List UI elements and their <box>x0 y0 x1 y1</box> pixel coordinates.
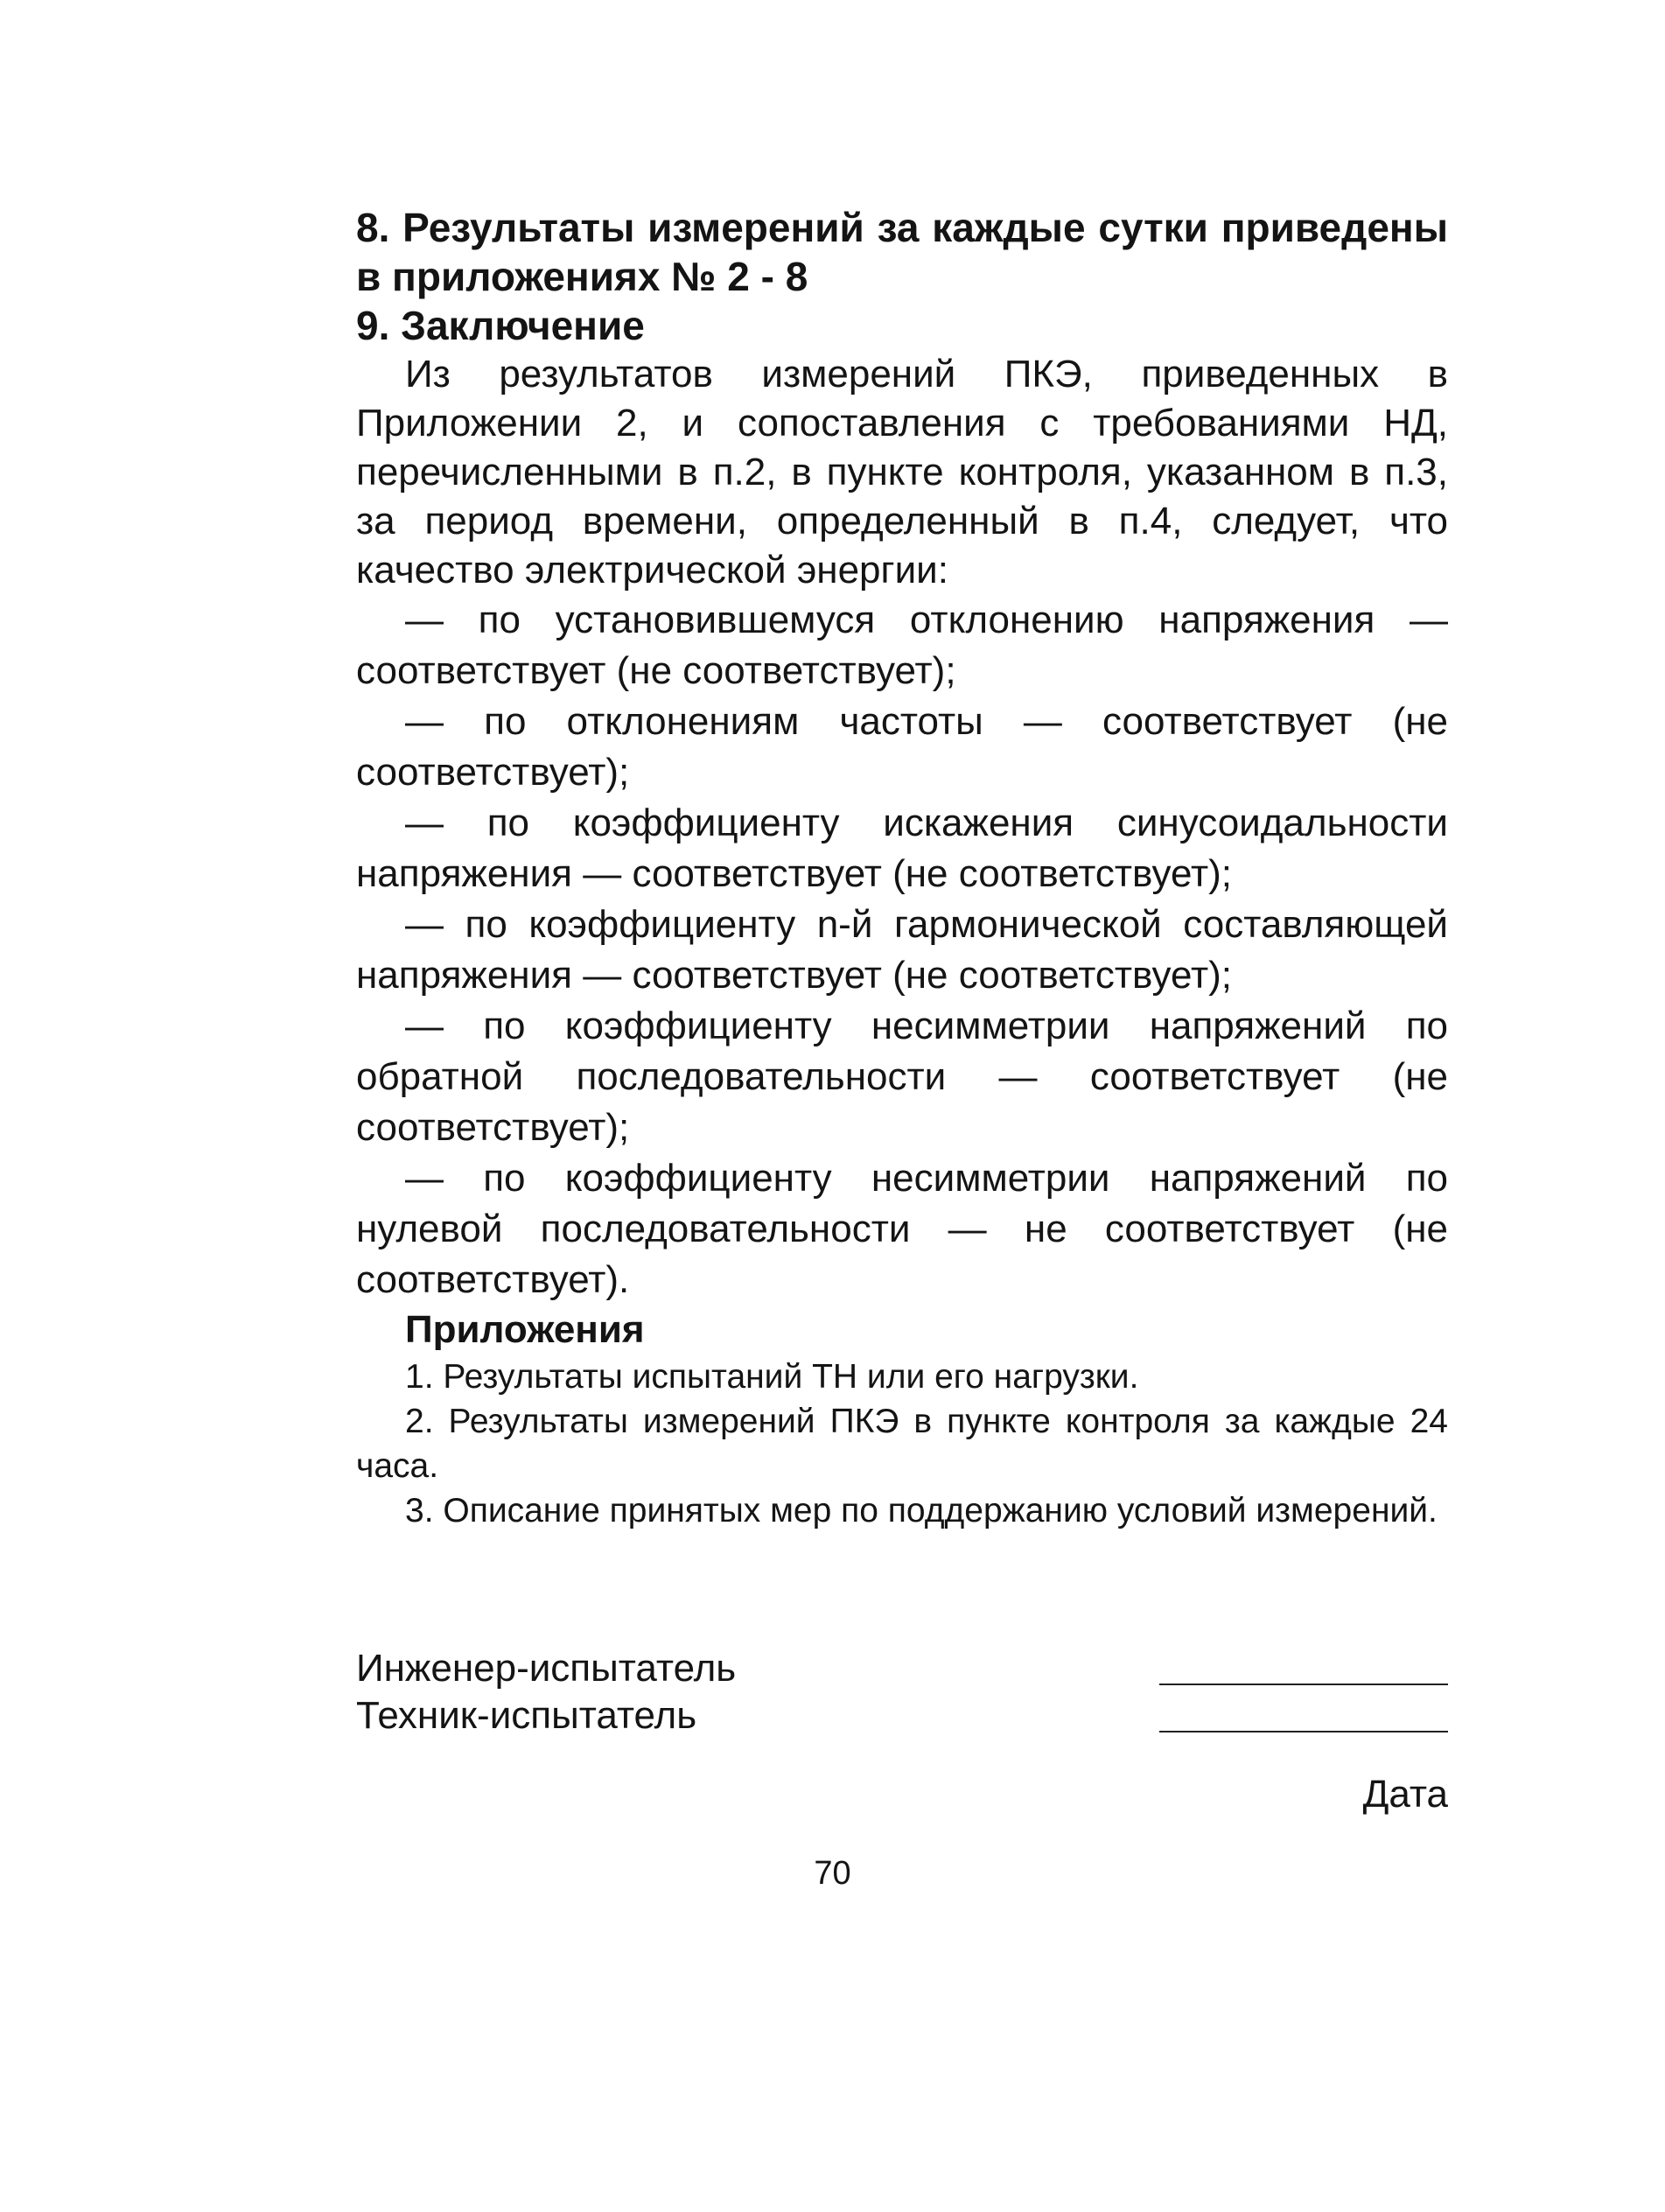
appendices-title: Приложения <box>405 1308 645 1351</box>
conclusion-intro: Из результатов измерений ПКЭ, приведенных в Приложении 2, и сопоставления с требованиями НД, перечисленными в п.2, в пункте контроля, указанном в п.3, за период времени, определенный в п.4, следует, что качество электрической энергии: <box>356 353 1448 592</box>
signature-row-engineer <box>356 1645 1448 1692</box>
appendix-item-1: 1. Результаты испытаний ТН или его нагрузки. <box>405 1358 1139 1396</box>
appendices-list <box>356 1354 1448 1533</box>
page-body <box>356 203 1448 1533</box>
section-9-heading: 9. Заключение <box>356 303 645 348</box>
engineer-signature-line <box>1159 1684 1448 1685</box>
section-8-heading: 8. Результаты измерений за каждые сутки приведены в приложениях № 2 - 8 <box>356 205 1448 299</box>
date-label: Дата <box>1362 1773 1448 1816</box>
technician-signature-line <box>1159 1731 1448 1732</box>
page-number: 70 <box>814 1855 851 1892</box>
conclusion-item-sinusoidal-distortion: — по коэффициенту искажения синусоидальности напряжения — соответствует (не соответствует); <box>356 802 1448 895</box>
appendix-item-3: 3. Описание принятых мер по поддержанию условий измерений. <box>405 1492 1438 1530</box>
engineer-label: Инженер-испытатель <box>356 1647 737 1690</box>
technician-label: Техник-испытатель <box>356 1694 697 1737</box>
conclusion-item-harmonic-component: — по коэффициенту n-й гармонической составляющей напряжения — соответствует (не соответствует); <box>356 903 1448 997</box>
conclusion-item-zero-sequence: — по коэффициенту несимметрии напряжений по нулевой последовательности — не соответствует (не соответствует). <box>356 1157 1448 1301</box>
conclusion-item-negative-sequence: — по коэффициенту несимметрии напряжений по обратной последовательности — соответствует (не соответствует); <box>356 1004 1448 1149</box>
conclusion-item-voltage-deviation: — по установившемуся отклонению напряжения — соответствует (не соответствует); <box>356 598 1448 692</box>
signature-block <box>356 1645 1448 1818</box>
conclusion-list <box>356 595 1448 1306</box>
signature-row-technician <box>356 1692 1448 1740</box>
appendix-item-2: 2. Результаты измерений ПКЭ в пункте контроля за каждые 24 часа. <box>356 1403 1448 1485</box>
conclusion-item-frequency-deviation: — по отклонениям частоты — соответствует (не соответствует); <box>356 700 1448 794</box>
